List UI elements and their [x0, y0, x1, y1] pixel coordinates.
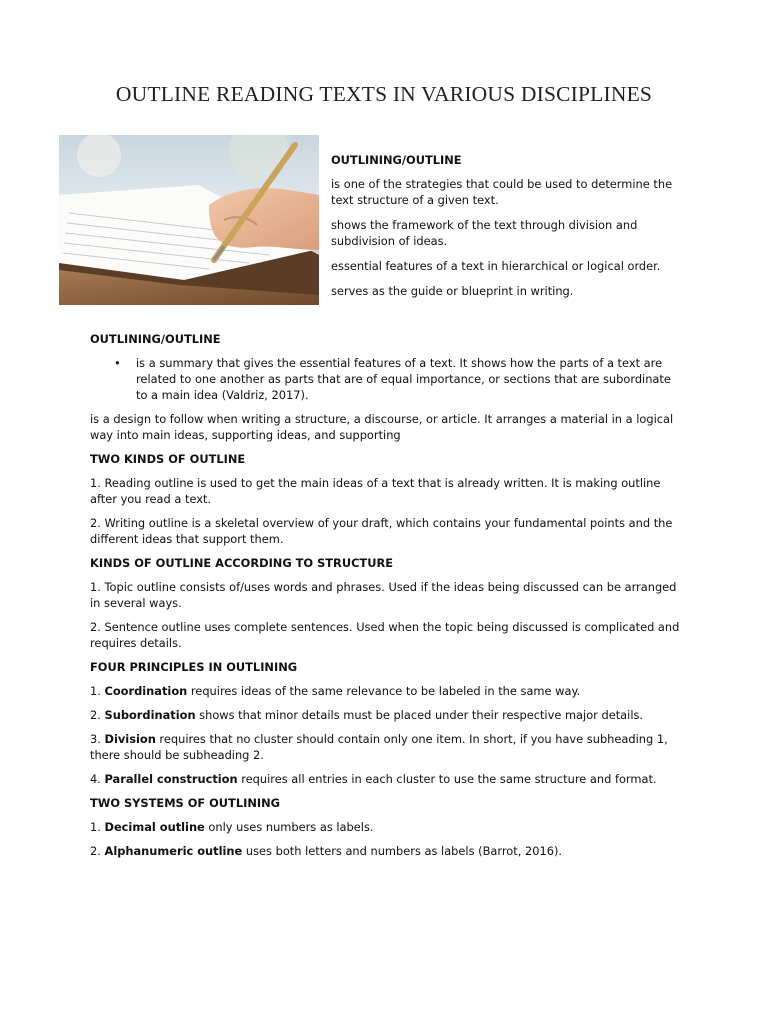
- list-item: 1. Topic outline consists of/uses words and phrases. Used if the ideas being discussed can be arranged in several ways.: [90, 580, 677, 610]
- intro-point: is one of the strategies that could be used to determine the text structure of a given text.: [331, 177, 673, 207]
- item-text: requires ideas of the same relevance to be labeled in the same way.: [187, 684, 581, 698]
- bullet-item: [90, 355, 682, 403]
- item-number: 2.: [90, 844, 105, 858]
- item-text: shows that minor details must be placed under their respective major details.: [195, 708, 644, 722]
- list-item: [90, 771, 682, 787]
- item-term: Alphanumeric outline: [104, 844, 243, 858]
- item-number: 2.: [90, 708, 105, 722]
- intro-point: shows the framework of the text through division and subdivision of ideas.: [331, 218, 638, 248]
- item-term: Subordination: [104, 708, 196, 722]
- item-term: Parallel construction: [104, 772, 238, 786]
- section-heading: OUTLINING/OUTLINE: [90, 332, 221, 346]
- item-text: uses both letters and numbers as labels (Barrot, 2016).: [242, 844, 563, 858]
- paragraph: is a design to follow when writing a structure, a discourse, or article. It arranges a material in a logical way into main ideas, supporting ideas, and supporting: [90, 412, 674, 442]
- main-content: [90, 331, 682, 867]
- item-term: Decimal outline: [104, 820, 205, 834]
- bullet-icon: •: [114, 356, 121, 370]
- section-heading: KINDS OF OUTLINE ACCORDING TO STRUCTURE: [90, 556, 394, 570]
- page-title: OUTLINE READING TEXTS IN VARIOUS DISCIPLINES: [115, 82, 653, 106]
- writing-hand-illustration: [59, 135, 319, 305]
- item-text: requires that no cluster should contain only one item. In short, if you have subheading 1, there should be subheading 2.: [90, 732, 668, 762]
- item-number: 1.: [90, 820, 105, 834]
- item-number: 3.: [90, 732, 105, 746]
- list-item: [90, 819, 682, 835]
- list-item: 2. Sentence outline uses complete sentences. Used when the topic being discussed is complicated and requires details.: [90, 620, 680, 650]
- intro-point: serves as the guide or blueprint in writing.: [331, 284, 574, 298]
- list-item: 1. Reading outline is used to get the main ideas of a text that is already written. It is making outline after you read a text.: [90, 476, 661, 506]
- list-item: 2. Writing outline is a skeletal overview of your draft, which contains your fundamental points and the different ideas that support them.: [90, 516, 673, 546]
- bullet-text: is a summary that gives the essential features of a text. It shows how the parts of a text are related to one another as parts that are of equal importance, or sections that are subordinate to a main idea (Valdriz, 2017).: [136, 356, 671, 402]
- intro-block: [331, 152, 691, 308]
- item-number: 4.: [90, 772, 105, 786]
- intro-point: essential features of a text in hierarchical or logical order.: [331, 259, 661, 273]
- list-item: [90, 707, 682, 723]
- item-text: only uses numbers as labels.: [204, 820, 374, 834]
- item-term: Division: [104, 732, 156, 746]
- section-heading: TWO SYSTEMS OF OUTLINING: [90, 796, 280, 810]
- section-heading: FOUR PRINCIPLES IN OUTLINING: [90, 660, 298, 674]
- list-item: [90, 843, 682, 859]
- writing-hand-photo: [59, 135, 319, 305]
- intro-heading: OUTLINING/OUTLINE: [331, 153, 462, 167]
- item-number: 1.: [90, 684, 105, 698]
- list-item: [90, 731, 682, 763]
- item-term: Coordination: [104, 684, 188, 698]
- section-heading: TWO KINDS OF OUTLINE: [90, 452, 246, 466]
- item-text: requires all entries in each cluster to use the same structure and format.: [237, 772, 657, 786]
- list-item: [90, 683, 682, 699]
